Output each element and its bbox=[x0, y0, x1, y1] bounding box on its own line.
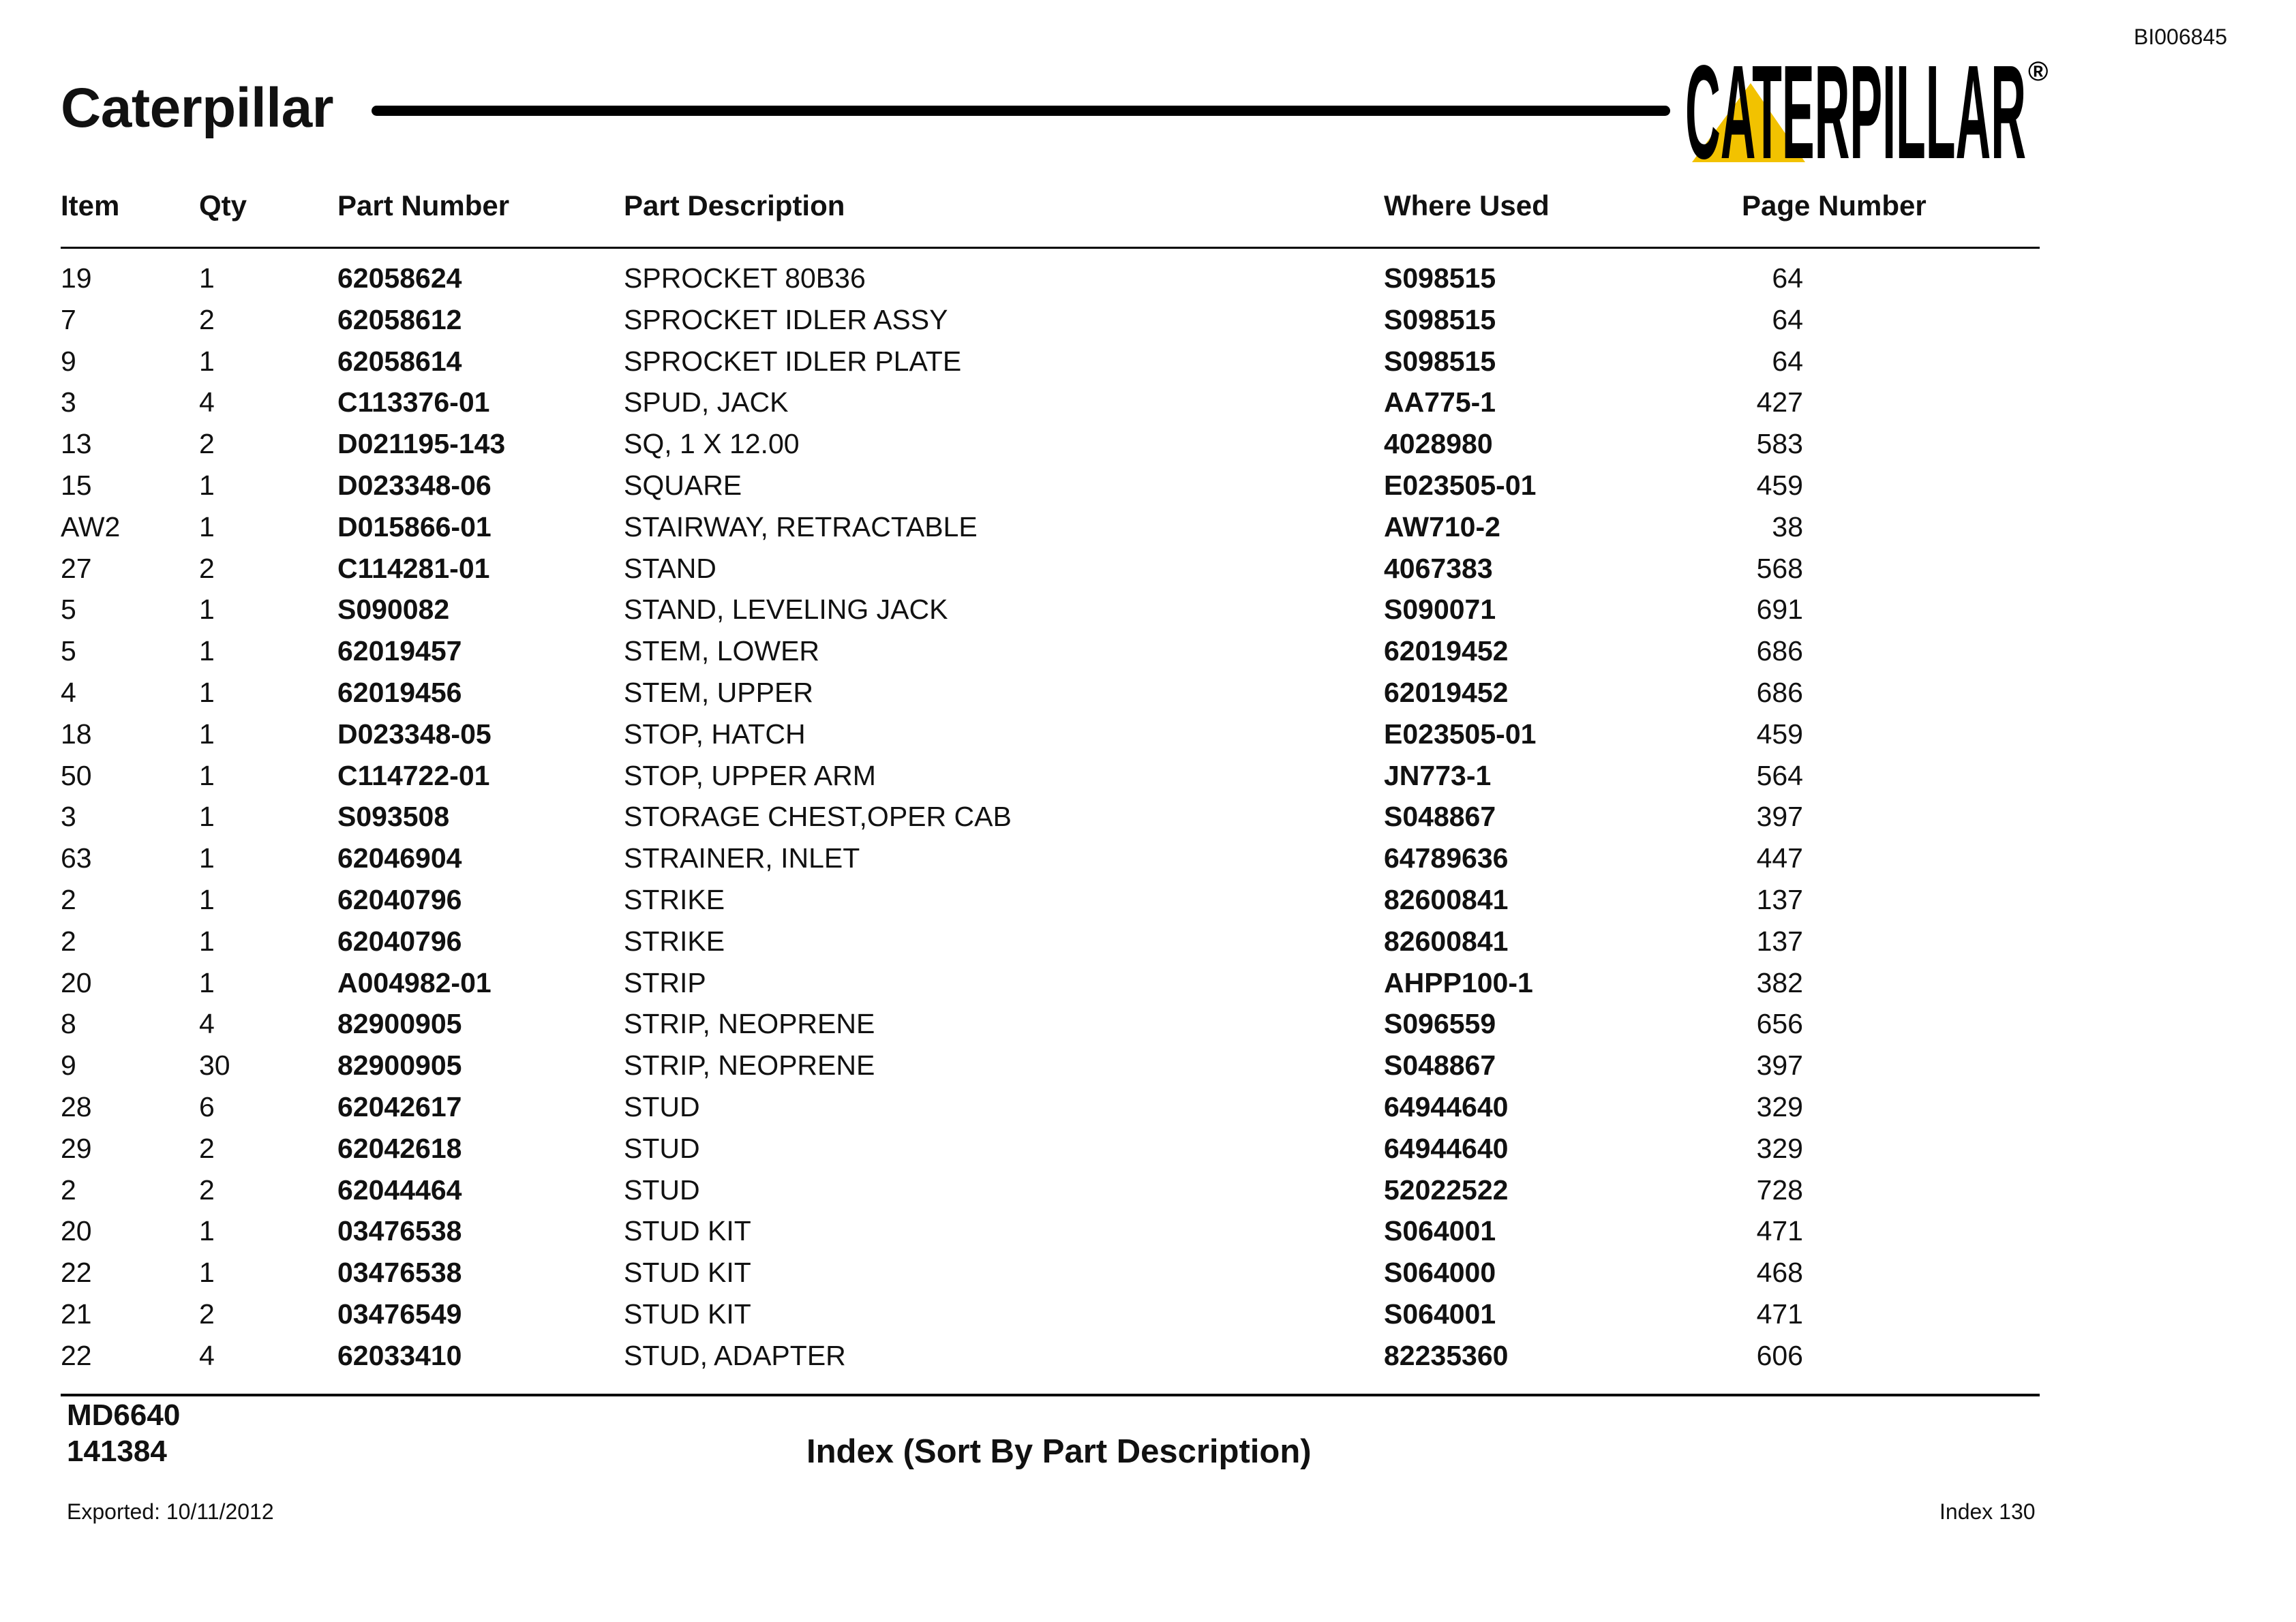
where-used-cell: 82600841 bbox=[1384, 925, 1509, 957]
table-row bbox=[0, 1250, 2296, 1291]
part-description-cell: STAND bbox=[624, 552, 716, 584]
part-number-cell: 62019456 bbox=[337, 676, 462, 708]
model-number: MD6640 bbox=[67, 1398, 181, 1432]
page-number-cell: 329 bbox=[1756, 1090, 1803, 1122]
item-cell: 22 bbox=[61, 1257, 92, 1289]
table-row bbox=[0, 1043, 2296, 1084]
document-id: BI006845 bbox=[2134, 25, 2228, 49]
table-row bbox=[0, 297, 2296, 339]
part-number-cell: 62019457 bbox=[337, 635, 462, 667]
caterpillar-logo bbox=[1684, 48, 2055, 167]
part-description-cell: STORAGE CHEST,OPER CAB bbox=[624, 801, 1012, 833]
where-used-cell: E023505-01 bbox=[1384, 718, 1537, 750]
part-number-cell: 62046904 bbox=[337, 842, 462, 874]
table-row bbox=[0, 1001, 2296, 1043]
qty-cell: 6 bbox=[199, 1090, 215, 1122]
item-cell: 29 bbox=[61, 1132, 92, 1164]
where-used-cell: 64944640 bbox=[1384, 1090, 1509, 1122]
page-number-cell: 447 bbox=[1756, 842, 1803, 874]
part-description-cell: STUD KIT bbox=[624, 1215, 751, 1247]
part-number-cell: C113376-01 bbox=[337, 386, 490, 418]
item-cell: 5 bbox=[61, 635, 76, 667]
table-row bbox=[0, 1291, 2296, 1333]
where-used-cell: S096559 bbox=[1384, 1008, 1496, 1040]
item-cell: 5 bbox=[61, 594, 76, 626]
part-description-cell: STEM, LOWER bbox=[624, 635, 820, 667]
part-number-cell: C114722-01 bbox=[337, 759, 490, 791]
page-number-cell: 459 bbox=[1756, 469, 1803, 501]
column-header-part-description: Part Description bbox=[624, 189, 845, 221]
table-row bbox=[0, 1208, 2296, 1250]
export-date: Exported: 10/11/2012 bbox=[67, 1499, 274, 1524]
part-number-cell: 62042617 bbox=[337, 1090, 462, 1122]
qty-cell: 2 bbox=[199, 1298, 215, 1330]
item-cell: 20 bbox=[61, 966, 92, 998]
item-cell: 8 bbox=[61, 1008, 76, 1040]
logo-registered-mark: ® bbox=[2028, 57, 2049, 87]
table-row bbox=[0, 919, 2296, 960]
item-cell: 3 bbox=[61, 801, 76, 833]
table-row bbox=[0, 1167, 2296, 1209]
table-row bbox=[0, 339, 2296, 380]
where-used-cell: JN773-1 bbox=[1384, 759, 1492, 791]
page-label: Index 130 bbox=[1939, 1499, 2036, 1524]
item-cell: 4 bbox=[61, 676, 76, 708]
table-row bbox=[0, 628, 2296, 670]
item-cell: 18 bbox=[61, 718, 92, 750]
page-number-cell: 64 bbox=[1772, 262, 1803, 294]
where-used-cell: S048867 bbox=[1384, 1050, 1496, 1082]
table-row bbox=[0, 256, 2296, 297]
part-description-cell: STUD bbox=[624, 1174, 700, 1206]
header-divider bbox=[61, 247, 2040, 249]
table-row bbox=[0, 1126, 2296, 1167]
table-row bbox=[0, 463, 2296, 504]
brand-title: Caterpillar bbox=[61, 77, 334, 139]
part-description-cell: SQ, 1 X 12.00 bbox=[624, 428, 800, 460]
qty-cell: 1 bbox=[199, 594, 215, 626]
qty-cell: 1 bbox=[199, 345, 215, 377]
qty-cell: 2 bbox=[199, 1174, 215, 1206]
page-number-cell: 471 bbox=[1756, 1298, 1803, 1330]
part-number-cell: 62040796 bbox=[337, 883, 462, 915]
where-used-cell: S064001 bbox=[1384, 1298, 1496, 1330]
page-number-cell: 397 bbox=[1756, 1050, 1803, 1082]
part-description-cell: SPROCKET 80B36 bbox=[624, 262, 866, 294]
part-number-cell: 62033410 bbox=[337, 1339, 462, 1371]
table-row bbox=[0, 711, 2296, 753]
part-description-cell: SPROCKET IDLER PLATE bbox=[624, 345, 962, 377]
where-used-cell: S098515 bbox=[1384, 303, 1496, 335]
table-row bbox=[0, 836, 2296, 877]
footer-divider bbox=[61, 1394, 2040, 1396]
qty-cell: 2 bbox=[199, 1132, 215, 1164]
where-used-cell: 64789636 bbox=[1384, 842, 1509, 874]
item-cell: 9 bbox=[61, 345, 76, 377]
part-description-cell: STRIKE bbox=[624, 883, 725, 915]
column-header-item: Item bbox=[61, 189, 120, 221]
item-cell: 22 bbox=[61, 1339, 92, 1371]
table-row bbox=[0, 1333, 2296, 1375]
table-row bbox=[0, 1084, 2296, 1126]
part-number-cell: D023348-06 bbox=[337, 469, 492, 501]
part-number-cell: A004982-01 bbox=[337, 966, 492, 998]
where-used-cell: AHPP100-1 bbox=[1384, 966, 1533, 998]
where-used-cell: S098515 bbox=[1384, 345, 1496, 377]
qty-cell: 1 bbox=[199, 510, 215, 542]
part-number-cell: 62042618 bbox=[337, 1132, 462, 1164]
where-used-cell: 4067383 bbox=[1384, 552, 1493, 584]
part-number-cell: 62058624 bbox=[337, 262, 462, 294]
page-number-cell: 64 bbox=[1772, 303, 1803, 335]
part-description-cell: SPROCKET IDLER ASSY bbox=[624, 303, 948, 335]
page-number-cell: 468 bbox=[1756, 1257, 1803, 1289]
logo-text: CATERPILLAR bbox=[1685, 48, 2026, 167]
qty-cell: 1 bbox=[199, 469, 215, 501]
header-rule bbox=[372, 106, 1670, 116]
part-number-cell: 62058614 bbox=[337, 345, 462, 377]
item-cell: 63 bbox=[61, 842, 92, 874]
part-number-cell: 03476538 bbox=[337, 1257, 462, 1289]
page-number-cell: 583 bbox=[1756, 428, 1803, 460]
part-description-cell: SQUARE bbox=[624, 469, 742, 501]
part-number-cell: 62044464 bbox=[337, 1174, 462, 1206]
part-number-cell: 03476549 bbox=[337, 1298, 462, 1330]
page-number-cell: 691 bbox=[1756, 594, 1803, 626]
page-number-cell: 568 bbox=[1756, 552, 1803, 584]
qty-cell: 1 bbox=[199, 842, 215, 874]
where-used-cell: S048867 bbox=[1384, 801, 1496, 833]
qty-cell: 1 bbox=[199, 801, 215, 833]
qty-cell: 1 bbox=[199, 925, 215, 957]
part-description-cell: STOP, UPPER ARM bbox=[624, 759, 876, 791]
table-row bbox=[0, 753, 2296, 795]
page-number-cell: 686 bbox=[1756, 676, 1803, 708]
part-description-cell: STRIP bbox=[624, 966, 706, 998]
part-number-cell: C114281-01 bbox=[337, 552, 490, 584]
part-description-cell: STRIP, NEOPRENE bbox=[624, 1008, 875, 1040]
qty-cell: 1 bbox=[199, 718, 215, 750]
table-row bbox=[0, 380, 2296, 421]
item-cell: 21 bbox=[61, 1298, 92, 1330]
part-description-cell: STUD KIT bbox=[624, 1298, 751, 1330]
page-number-cell: 459 bbox=[1756, 718, 1803, 750]
page-number-cell: 38 bbox=[1772, 510, 1803, 542]
item-cell: 2 bbox=[61, 883, 76, 915]
part-description-cell: STRIKE bbox=[624, 925, 725, 957]
qty-cell: 1 bbox=[199, 1215, 215, 1247]
part-number-cell: 82900905 bbox=[337, 1008, 462, 1040]
qty-cell: 1 bbox=[199, 966, 215, 998]
qty-cell: 1 bbox=[199, 883, 215, 915]
where-used-cell: E023505-01 bbox=[1384, 469, 1537, 501]
qty-cell: 1 bbox=[199, 262, 215, 294]
page-number-cell: 382 bbox=[1756, 966, 1803, 998]
item-cell: 19 bbox=[61, 262, 92, 294]
qty-cell: 30 bbox=[199, 1050, 230, 1082]
item-cell: 2 bbox=[61, 925, 76, 957]
where-used-cell: 62019452 bbox=[1384, 635, 1509, 667]
serial-number: 141384 bbox=[67, 1435, 167, 1468]
item-cell: 3 bbox=[61, 386, 76, 418]
part-description-cell: STOP, HATCH bbox=[624, 718, 806, 750]
where-used-cell: 82600841 bbox=[1384, 883, 1509, 915]
page-number-cell: 564 bbox=[1756, 759, 1803, 791]
part-description-cell: SPUD, JACK bbox=[624, 386, 789, 418]
part-number-cell: 62040796 bbox=[337, 925, 462, 957]
part-number-cell: 82900905 bbox=[337, 1050, 462, 1082]
qty-cell: 2 bbox=[199, 552, 215, 584]
table-row bbox=[0, 504, 2296, 546]
part-number-cell: 03476538 bbox=[337, 1215, 462, 1247]
page-number-cell: 471 bbox=[1756, 1215, 1803, 1247]
item-cell: 7 bbox=[61, 303, 76, 335]
item-cell: AW2 bbox=[61, 510, 121, 542]
part-description-cell: STUD bbox=[624, 1090, 700, 1122]
column-header-page-number: Page Number bbox=[1742, 189, 1927, 221]
part-description-cell: STUD KIT bbox=[624, 1257, 751, 1289]
item-cell: 13 bbox=[61, 428, 92, 460]
qty-cell: 4 bbox=[199, 1339, 215, 1371]
item-cell: 50 bbox=[61, 759, 92, 791]
part-number-cell: D021195-143 bbox=[337, 428, 506, 460]
part-description-cell: STUD, ADAPTER bbox=[624, 1339, 846, 1371]
page-number-cell: 427 bbox=[1756, 386, 1803, 418]
where-used-cell: 4028980 bbox=[1384, 428, 1493, 460]
page-number-cell: 64 bbox=[1772, 345, 1803, 377]
item-cell: 15 bbox=[61, 469, 92, 501]
part-number-cell: S093508 bbox=[337, 801, 450, 833]
index-title: Index (Sort By Part Description) bbox=[806, 1433, 1312, 1470]
table-row bbox=[0, 546, 2296, 587]
qty-cell: 1 bbox=[199, 759, 215, 791]
page-number-cell: 137 bbox=[1756, 883, 1803, 915]
table-row bbox=[0, 670, 2296, 711]
part-number-cell: 62058612 bbox=[337, 303, 462, 335]
column-header-where-used: Where Used bbox=[1384, 189, 1550, 221]
parts-table-body bbox=[0, 256, 2296, 1375]
item-cell: 28 bbox=[61, 1090, 92, 1122]
qty-cell: 2 bbox=[199, 303, 215, 335]
item-cell: 2 bbox=[61, 1174, 76, 1206]
where-used-cell: S064001 bbox=[1384, 1215, 1496, 1247]
table-row bbox=[0, 421, 2296, 463]
table-row bbox=[0, 587, 2296, 628]
page-number-cell: 728 bbox=[1756, 1174, 1803, 1206]
table-row bbox=[0, 960, 2296, 1002]
where-used-cell: AW710-2 bbox=[1384, 510, 1500, 542]
qty-cell: 2 bbox=[199, 428, 215, 460]
part-description-cell: STEM, UPPER bbox=[624, 676, 813, 708]
part-number-cell: S090082 bbox=[337, 594, 450, 626]
part-description-cell: STRIP, NEOPRENE bbox=[624, 1050, 875, 1082]
part-number-cell: D023348-05 bbox=[337, 718, 492, 750]
qty-cell: 1 bbox=[199, 635, 215, 667]
part-description-cell: STRAINER, INLET bbox=[624, 842, 860, 874]
page-number-cell: 686 bbox=[1756, 635, 1803, 667]
part-number-cell: D015866-01 bbox=[337, 510, 492, 542]
page-number-cell: 397 bbox=[1756, 801, 1803, 833]
table-header bbox=[0, 189, 2296, 230]
where-used-cell: S064000 bbox=[1384, 1257, 1496, 1289]
where-used-cell: 52022522 bbox=[1384, 1174, 1509, 1206]
where-used-cell: AA775-1 bbox=[1384, 386, 1496, 418]
where-used-cell: 82235360 bbox=[1384, 1339, 1509, 1371]
qty-cell: 1 bbox=[199, 676, 215, 708]
qty-cell: 1 bbox=[199, 1257, 215, 1289]
page-number-cell: 137 bbox=[1756, 925, 1803, 957]
qty-cell: 4 bbox=[199, 1008, 215, 1040]
column-header-part-number: Part Number bbox=[337, 189, 510, 221]
part-description-cell: STAND, LEVELING JACK bbox=[624, 594, 948, 626]
qty-cell: 4 bbox=[199, 386, 215, 418]
table-row bbox=[0, 794, 2296, 836]
where-used-cell: S098515 bbox=[1384, 262, 1496, 294]
where-used-cell: 62019452 bbox=[1384, 676, 1509, 708]
page-number-cell: 329 bbox=[1756, 1132, 1803, 1164]
where-used-cell: 64944640 bbox=[1384, 1132, 1509, 1164]
item-cell: 27 bbox=[61, 552, 92, 584]
item-cell: 9 bbox=[61, 1050, 76, 1082]
table-row bbox=[0, 877, 2296, 919]
column-header-qty: Qty bbox=[199, 189, 247, 221]
page-number-cell: 656 bbox=[1756, 1008, 1803, 1040]
item-cell: 20 bbox=[61, 1215, 92, 1247]
page-number-cell: 606 bbox=[1756, 1339, 1803, 1371]
part-description-cell: STUD bbox=[624, 1132, 700, 1164]
where-used-cell: S090071 bbox=[1384, 594, 1496, 626]
part-description-cell: STAIRWAY, RETRACTABLE bbox=[624, 510, 978, 542]
